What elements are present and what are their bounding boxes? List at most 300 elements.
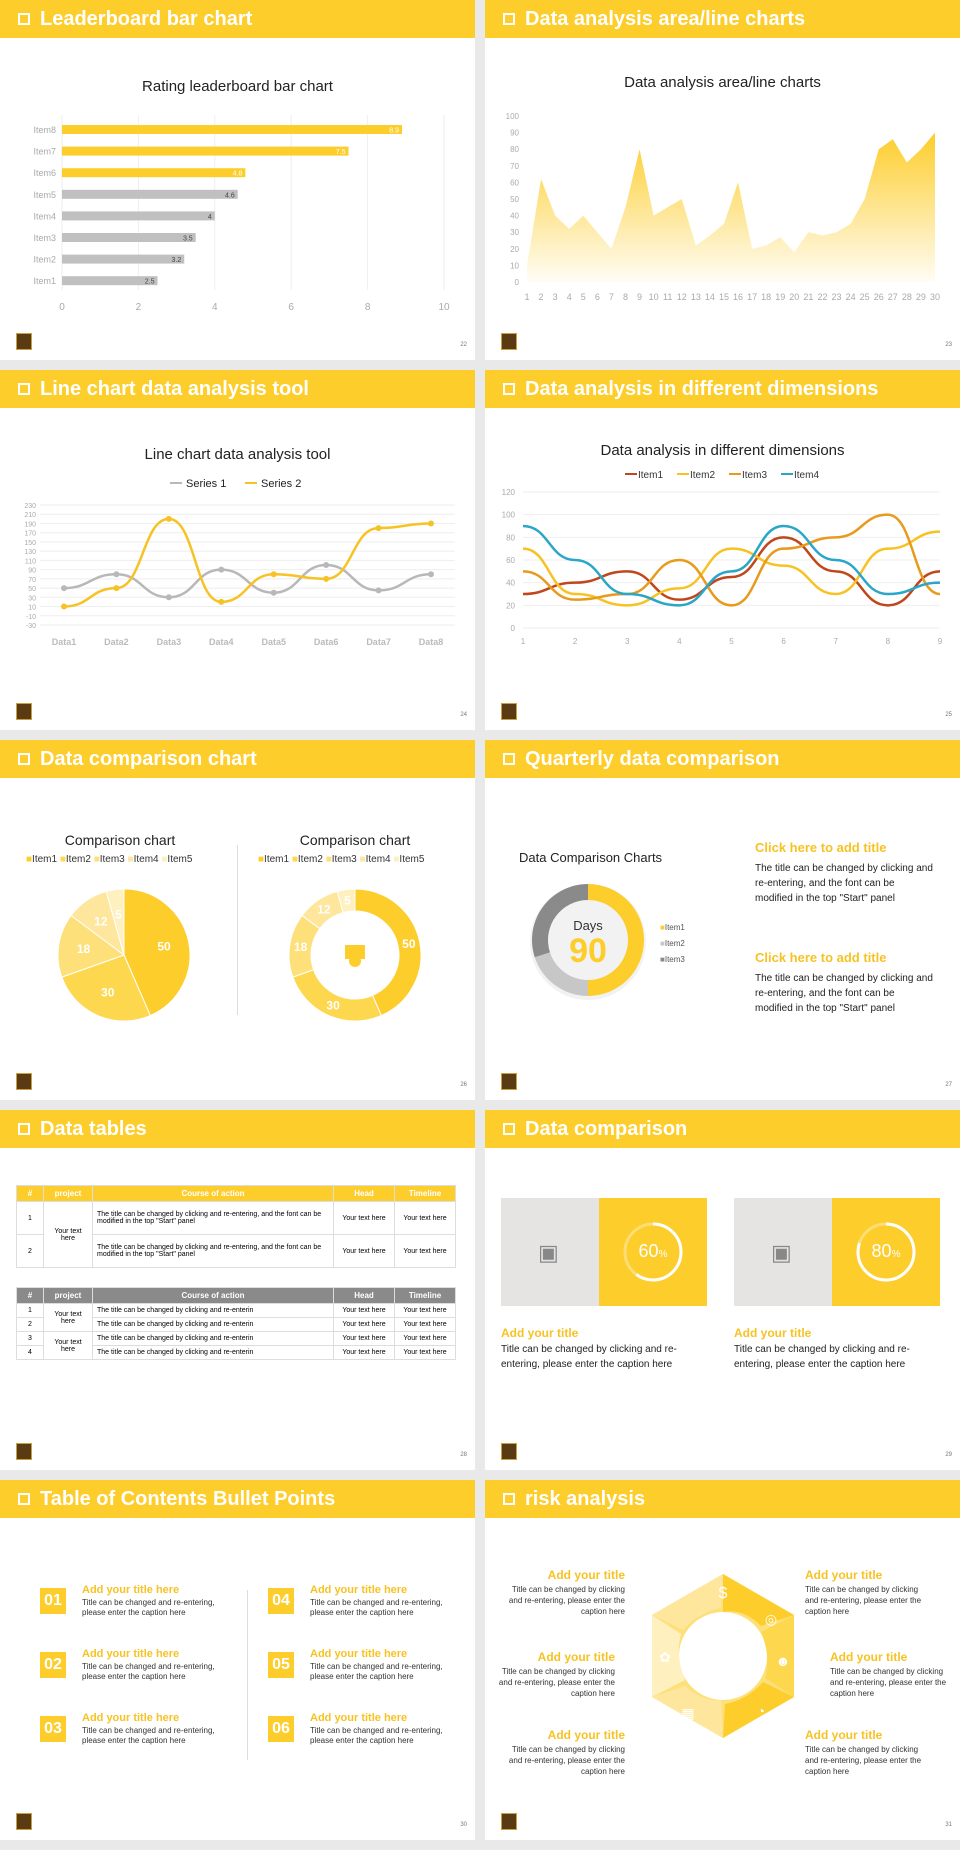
slide-header: [0, 370, 475, 408]
y-tick-label: 170: [24, 530, 36, 538]
y-tick-label: 20: [506, 601, 515, 611]
data-point: [323, 576, 329, 582]
checkbox-icon: [18, 753, 30, 765]
image-placeholder: [501, 1198, 599, 1306]
block-title[interactable]: Click here to add title: [755, 950, 887, 965]
donut-center-value: 90: [569, 932, 607, 970]
block-title[interactable]: Click here to add title: [755, 840, 887, 855]
x-tick-label: 9: [637, 292, 643, 302]
checkbox-icon: [18, 1123, 30, 1135]
bar: [62, 125, 402, 134]
bar: [62, 255, 184, 264]
toc-item-text: Title can be changed and re-entering, please enter the caption here: [310, 1726, 443, 1745]
x-tick-label: 7: [608, 292, 614, 302]
y-tick-label: Item6: [33, 168, 56, 179]
x-tick-label: 23: [831, 292, 842, 302]
cell: Your text here: [334, 1304, 395, 1318]
slide-header: [0, 0, 475, 38]
x-tick-label: 26: [873, 292, 884, 302]
legend-item: ■Item3: [93, 854, 125, 865]
slide-title: Leaderboard bar chart: [40, 7, 253, 30]
percent-unit: %: [891, 1249, 901, 1260]
toc-item-title[interactable]: Add your title here: [82, 1712, 180, 1724]
cell: Your text here: [395, 1332, 456, 1346]
cell: 1: [17, 1304, 44, 1318]
data-label: 3.2: [171, 257, 182, 265]
data-point: [218, 599, 224, 605]
y-tick-label: 70: [510, 161, 519, 171]
percent-panel: [599, 1198, 707, 1306]
x-tick-label: 4: [677, 637, 682, 646]
series-line: [523, 526, 940, 605]
logo: [16, 703, 32, 720]
y-tick-label: 10: [28, 604, 36, 612]
page-number: 23: [945, 342, 952, 348]
checkbox-icon: [18, 1493, 30, 1505]
col-header: project: [44, 1186, 93, 1202]
x-tick-label: 18: [761, 292, 772, 302]
card-text: Title can be changed by clicking and re-entering, please enter the caption here: [734, 1344, 910, 1370]
data-label: 4.6: [224, 192, 235, 200]
x-tick-label: 8: [622, 292, 628, 302]
x-tick-label: 6: [288, 302, 294, 313]
users-icon: ☻: [775, 1653, 791, 1669]
x-tick-label: 0: [59, 302, 65, 313]
risk-item-title[interactable]: Add your title: [547, 1568, 625, 1582]
legend-label: Item3: [742, 470, 768, 481]
x-tick-label: 16: [733, 292, 744, 302]
divider: [237, 845, 238, 1015]
checkbox-icon: [18, 13, 30, 25]
x-tick-label: Data3: [156, 637, 182, 647]
y-tick-label: 210: [24, 512, 36, 520]
col-header: Timeline: [395, 1186, 456, 1202]
x-tick-label: 8: [364, 302, 371, 313]
x-tick-label: 25: [859, 292, 870, 302]
cell-action: The title can be changed by clicking and re-enterin: [93, 1332, 334, 1346]
legend-label: Item1: [638, 470, 664, 481]
pie-slice: [293, 970, 381, 1021]
toc-item-title[interactable]: Add your title here: [310, 1584, 408, 1596]
slide-comparison-pies: [0, 740, 475, 1100]
line-chart: [0, 475, 475, 675]
legend-label: Series 1: [186, 478, 227, 490]
page-number: 31: [945, 1822, 952, 1828]
cell: 2: [17, 1318, 44, 1332]
toc-item-title[interactable]: Add your title here: [310, 1648, 408, 1660]
y-tick-label: 80: [506, 533, 515, 543]
x-tick-label: Data4: [209, 637, 234, 647]
cell: Your text here: [395, 1318, 456, 1332]
legend-label: Item4: [794, 470, 820, 481]
pie-chart-icon: ◔: [756, 1703, 766, 1719]
data-table-2: [16, 1287, 456, 1360]
risk-item-text: Title can be changed by clicking and re-entering, please enter the caption here: [805, 1745, 922, 1776]
checkbox-icon: [503, 753, 515, 765]
slide-header: [485, 1480, 960, 1518]
x-tick-label: 6: [781, 637, 786, 646]
y-tick-label: 90: [28, 567, 36, 575]
slide-quarterly: [485, 740, 960, 1100]
table-row: [17, 1202, 456, 1235]
checkbox-icon: [18, 383, 30, 395]
slice-label: 50: [402, 936, 416, 951]
bar: [62, 147, 349, 156]
logo: [501, 1443, 517, 1460]
toc-item-title[interactable]: Add your title here: [82, 1648, 180, 1660]
cell-action: The title can be changed by clicking and re-enterin: [93, 1304, 334, 1318]
block-text: The title can be changed by clicking and re-entering, and the font can be modified in the top "Start" panel: [755, 863, 933, 904]
page-number: 28: [460, 1452, 467, 1458]
x-tick-label: 11: [663, 292, 673, 302]
cell-project: Your text here: [44, 1304, 93, 1332]
y-tick-label: -30: [25, 623, 36, 630]
image-placeholder: [734, 1198, 832, 1306]
y-tick-label: 120: [501, 488, 515, 497]
logo: [501, 1813, 517, 1830]
bar: [62, 233, 196, 242]
chart-title: Rating leaderboard bar chart: [142, 78, 333, 95]
data-point: [376, 587, 382, 593]
text-block: [755, 950, 935, 1016]
slide-header: [0, 740, 475, 778]
donut-center-label: Days: [573, 918, 603, 933]
toc-item-title[interactable]: Add your title here: [82, 1584, 180, 1596]
slide-header: [485, 370, 960, 408]
pie-title: Comparison chart: [64, 832, 176, 848]
risk-item-text: Title can be changed by clicking and re-entering, please enter the caption here: [508, 1745, 625, 1776]
data-point: [166, 594, 172, 600]
checkbox-icon: [503, 383, 515, 395]
series-line: [523, 532, 940, 606]
y-tick-label: 50: [28, 586, 36, 594]
logo: [501, 703, 517, 720]
cell: Your text here: [334, 1235, 395, 1268]
cell: 1: [17, 1202, 44, 1235]
toc-item-text: Title can be changed and re-entering, please enter the caption here: [310, 1598, 443, 1617]
y-tick-label: Item8: [33, 125, 56, 135]
toc-item-text: Title can be changed and re-entering, please enter the caption here: [82, 1726, 215, 1745]
bar-chart: [0, 105, 475, 325]
col-header: project: [44, 1288, 93, 1304]
slide-title: Data analysis area/line charts: [525, 7, 806, 30]
y-tick-label: 40: [506, 578, 515, 588]
number-tag: 05: [268, 1652, 294, 1678]
y-tick-label: 100: [505, 112, 519, 121]
page-number: 24: [460, 712, 467, 718]
y-tick-label: 100: [501, 510, 515, 520]
card-title[interactable]: Add your title: [734, 1326, 812, 1340]
pie-chart: [24, 875, 224, 1035]
donut-chart: [255, 875, 455, 1035]
col-header: Course of action: [93, 1288, 334, 1304]
slide-leaderboard: [0, 0, 475, 360]
y-tick-label: 230: [24, 503, 36, 510]
data-point: [61, 604, 67, 610]
x-tick-label: 10: [648, 292, 659, 302]
chart-title: Data analysis in different dimensions: [600, 442, 845, 459]
y-tick-label: Item5: [33, 189, 56, 200]
page-number: 22: [460, 342, 467, 348]
y-tick-label: 80: [510, 145, 519, 155]
slice-label: 5: [115, 907, 122, 922]
data-table-1: [16, 1185, 456, 1268]
bar: [62, 211, 215, 220]
col-header: Timeline: [395, 1288, 456, 1304]
chart-title: Data analysis area/line charts: [624, 74, 821, 91]
chart-title: Line chart data analysis tool: [144, 446, 331, 463]
y-tick-label: Item1: [33, 276, 56, 287]
cell: Your text here: [395, 1346, 456, 1360]
data-point: [166, 516, 172, 522]
data-point: [113, 585, 119, 591]
x-tick-label: 20: [789, 292, 800, 302]
slide-risk-analysis: [485, 1480, 960, 1840]
center-hole: [679, 1612, 767, 1700]
page-number: 30: [460, 1822, 467, 1828]
toc-item-text: Title can be changed and re-entering, please enter the caption here: [310, 1662, 443, 1681]
logo: [16, 1073, 32, 1090]
bar: [62, 276, 158, 285]
pie-legend: [26, 854, 192, 865]
data-point: [323, 562, 329, 568]
risk-item-text: Title can be changed by clicking and re-entering, please enter the caption here: [508, 1585, 625, 1616]
y-tick-label: 10: [510, 261, 519, 271]
legend-item: ■Item2: [291, 854, 323, 865]
x-tick-label: 7: [833, 637, 838, 646]
person-icon: [349, 955, 361, 967]
checkbox-icon: [503, 1123, 515, 1135]
x-tick-label: Data7: [366, 637, 391, 647]
text-block: [755, 840, 935, 906]
legend-item: ■Item5: [393, 854, 425, 865]
y-tick-label: 70: [28, 576, 36, 584]
y-tick-label: 150: [24, 539, 36, 547]
slide-title: Data analysis in different dimensions: [525, 377, 879, 400]
x-tick-label: 3: [552, 292, 558, 302]
slide-title: risk analysis: [525, 1487, 646, 1510]
slice-label: 12: [317, 902, 331, 917]
y-tick-label: 110: [24, 558, 36, 566]
image-icon: ▣: [771, 1240, 792, 1265]
x-tick-label: 4: [212, 302, 218, 313]
percent-value: [832, 1241, 940, 1262]
y-tick-label: Item7: [33, 146, 56, 157]
image-icon: ▣: [538, 1240, 559, 1265]
slide-area-chart: [485, 0, 960, 360]
x-tick-label: 24: [845, 292, 856, 302]
x-tick-label: 1: [524, 292, 530, 302]
risk-item-title[interactable]: Add your title: [547, 1728, 625, 1742]
data-point: [61, 585, 67, 591]
x-tick-label: Data5: [261, 637, 286, 647]
legend-item: ■Item4: [127, 854, 159, 865]
slice-label: 30: [101, 985, 115, 1000]
slice-label: 18: [76, 941, 91, 956]
slide-title: Data tables: [40, 1117, 147, 1140]
data-label: 3.5: [182, 235, 193, 243]
toc-item-title[interactable]: Add your title here: [310, 1712, 408, 1724]
percent-number: 80: [871, 1241, 892, 1261]
number-tag: 03: [40, 1716, 66, 1742]
slide-header: [485, 1110, 960, 1148]
x-tick-label: 21: [803, 292, 814, 302]
y-tick-label: 190: [24, 521, 36, 529]
slide-title: Data comparison: [525, 1117, 688, 1140]
coins-icon: ◎: [764, 1611, 778, 1627]
x-tick-label: 2: [135, 302, 142, 313]
slice-label: 5: [344, 893, 351, 908]
col-header: #: [17, 1186, 44, 1202]
number-tag: 04: [268, 1588, 294, 1614]
data-label: 4.8: [232, 170, 243, 178]
cell: Your text here: [334, 1346, 395, 1360]
page-number: 27: [945, 1082, 952, 1088]
legend-item: ■Item4: [359, 854, 391, 865]
y-tick-label: 30: [28, 595, 36, 603]
bar: [62, 190, 238, 199]
x-tick-label: 12: [676, 292, 687, 302]
percent-number: 60: [638, 1241, 659, 1261]
cell-action: The title can be changed by clicking and re-entering, and the font can be modified in the top "Start" panel: [93, 1235, 334, 1268]
x-tick-label: 27: [887, 292, 898, 302]
x-tick-label: 1: [520, 637, 526, 646]
data-point: [271, 571, 277, 577]
x-tick-label: Data8: [418, 637, 444, 647]
y-tick-label: 0: [514, 278, 519, 287]
col-header: #: [17, 1288, 44, 1304]
block-text: The title can be changed by clicking and re-entering, and the font can be modified in the top "Start" panel: [755, 973, 933, 1014]
divider: [247, 1590, 248, 1760]
legend-label: Item2: [690, 470, 716, 481]
x-tick-label: 10: [438, 302, 450, 313]
series-line: [64, 519, 431, 607]
area-series: [527, 133, 935, 282]
legend-item: ■Item2: [59, 854, 91, 865]
y-tick-label: Item2: [33, 254, 56, 265]
slide-header: [485, 0, 960, 38]
cell: Your text here: [395, 1202, 456, 1235]
slide-toc: [0, 1480, 475, 1840]
legend-item: ■Item1: [26, 854, 58, 865]
toc-item-text: Title can be changed and re-entering, please enter the caption here: [82, 1598, 215, 1617]
y-tick-label: 130: [24, 549, 36, 557]
money-bag-icon: $: [718, 1585, 728, 1602]
cell-project: Your text here: [44, 1332, 93, 1360]
slice-label: 50: [157, 939, 171, 954]
data-label: 4: [207, 213, 212, 221]
y-tick-label: 50: [510, 195, 519, 204]
table-row: [17, 1332, 456, 1346]
risk-item-text: Title can be changed by clicking and re-entering, please enter the caption here: [498, 1667, 615, 1698]
x-tick-label: 17: [747, 292, 758, 302]
y-tick-label: Item3: [33, 233, 56, 243]
x-tick-label: 29: [915, 292, 926, 302]
legend-item: ■Item2: [660, 939, 685, 948]
risk-item-title[interactable]: Add your title: [537, 1650, 615, 1664]
multi-line-chart: [485, 468, 960, 668]
page-number: 29: [945, 1452, 952, 1458]
donut-title: Comparison chart: [299, 832, 411, 848]
legend-item: ■Item3: [660, 955, 685, 964]
legend-item: ■Item1: [660, 923, 685, 932]
donut-legend: [258, 854, 424, 865]
x-tick-label: 3: [625, 637, 630, 646]
data-label: 8.9: [389, 127, 399, 135]
logo: [16, 333, 32, 350]
x-tick-label: 15: [718, 292, 729, 302]
x-tick-label: 5: [729, 637, 734, 646]
y-tick-label: 0: [510, 624, 515, 633]
x-tick-label: 6: [594, 292, 600, 302]
risk-item-title[interactable]: Add your title: [805, 1568, 883, 1582]
bank-icon: ✿: [659, 1649, 671, 1665]
checkbox-icon: [503, 13, 515, 25]
card-text: Title can be changed by clicking and re-entering, please enter the caption here: [501, 1344, 677, 1370]
x-tick-label: Data2: [104, 637, 129, 647]
col-header: Head: [334, 1186, 395, 1202]
cell-project: Your text here: [44, 1202, 93, 1268]
risk-item-text: Title can be changed by clicking and re-entering, please enter the caption here: [830, 1667, 947, 1698]
x-tick-label: 4: [566, 292, 572, 302]
x-tick-label: 28: [901, 292, 912, 302]
slide-header: [0, 1480, 475, 1518]
number-tag: 02: [40, 1652, 66, 1678]
col-header: Course of action: [93, 1186, 334, 1202]
page-number: 26: [460, 1082, 467, 1088]
legend-label: Series 2: [261, 478, 302, 490]
cell: Your text here: [395, 1304, 456, 1318]
x-tick-label: 13: [690, 292, 701, 302]
percent-value: [599, 1241, 707, 1262]
slice-label: 18: [293, 939, 308, 954]
bar: [62, 168, 245, 177]
risk-item-text: Title can be changed by clicking and re-entering, please enter the caption here: [805, 1585, 922, 1616]
cell-action: The title can be changed by clicking and re-enterin: [93, 1318, 334, 1332]
chart-title: Data Comparison Charts: [519, 850, 663, 865]
slide-header: [0, 1110, 475, 1148]
slide-title: Table of Contents Bullet Points: [40, 1487, 336, 1510]
cell: Your text here: [334, 1332, 395, 1346]
data-point: [428, 520, 434, 526]
data-label: 7.5: [335, 149, 346, 157]
data-point: [428, 571, 434, 577]
slice-label: 30: [326, 998, 340, 1013]
x-tick-label: 19: [775, 292, 786, 302]
risk-item-title[interactable]: Add your title: [830, 1650, 908, 1664]
x-tick-label: Data6: [313, 637, 339, 647]
cell: 4: [17, 1346, 44, 1360]
building-icon: ▦: [681, 1705, 695, 1721]
x-tick-label: 14: [704, 292, 715, 302]
x-tick-label: 2: [538, 292, 544, 302]
risk-item-title[interactable]: Add your title: [805, 1728, 883, 1742]
x-tick-label: 9: [937, 637, 943, 646]
legend-item: ■Item3: [325, 854, 357, 865]
legend-item: ■Item5: [161, 854, 193, 865]
slide-line-tool: [0, 370, 475, 730]
cell-action: The title can be changed by clicking and re-entering, and the font can be modified in the top "Start" panel: [93, 1202, 334, 1235]
y-tick-label: 60: [510, 178, 519, 188]
checkbox-icon: [503, 1493, 515, 1505]
data-point: [113, 571, 119, 577]
page-number: 25: [945, 712, 952, 718]
y-tick-label: -10: [25, 613, 36, 621]
x-tick-label: 2: [572, 637, 578, 646]
card-title[interactable]: Add your title: [501, 1326, 579, 1340]
slide-title: Data comparison chart: [40, 747, 257, 770]
percent-panel: [832, 1198, 940, 1306]
